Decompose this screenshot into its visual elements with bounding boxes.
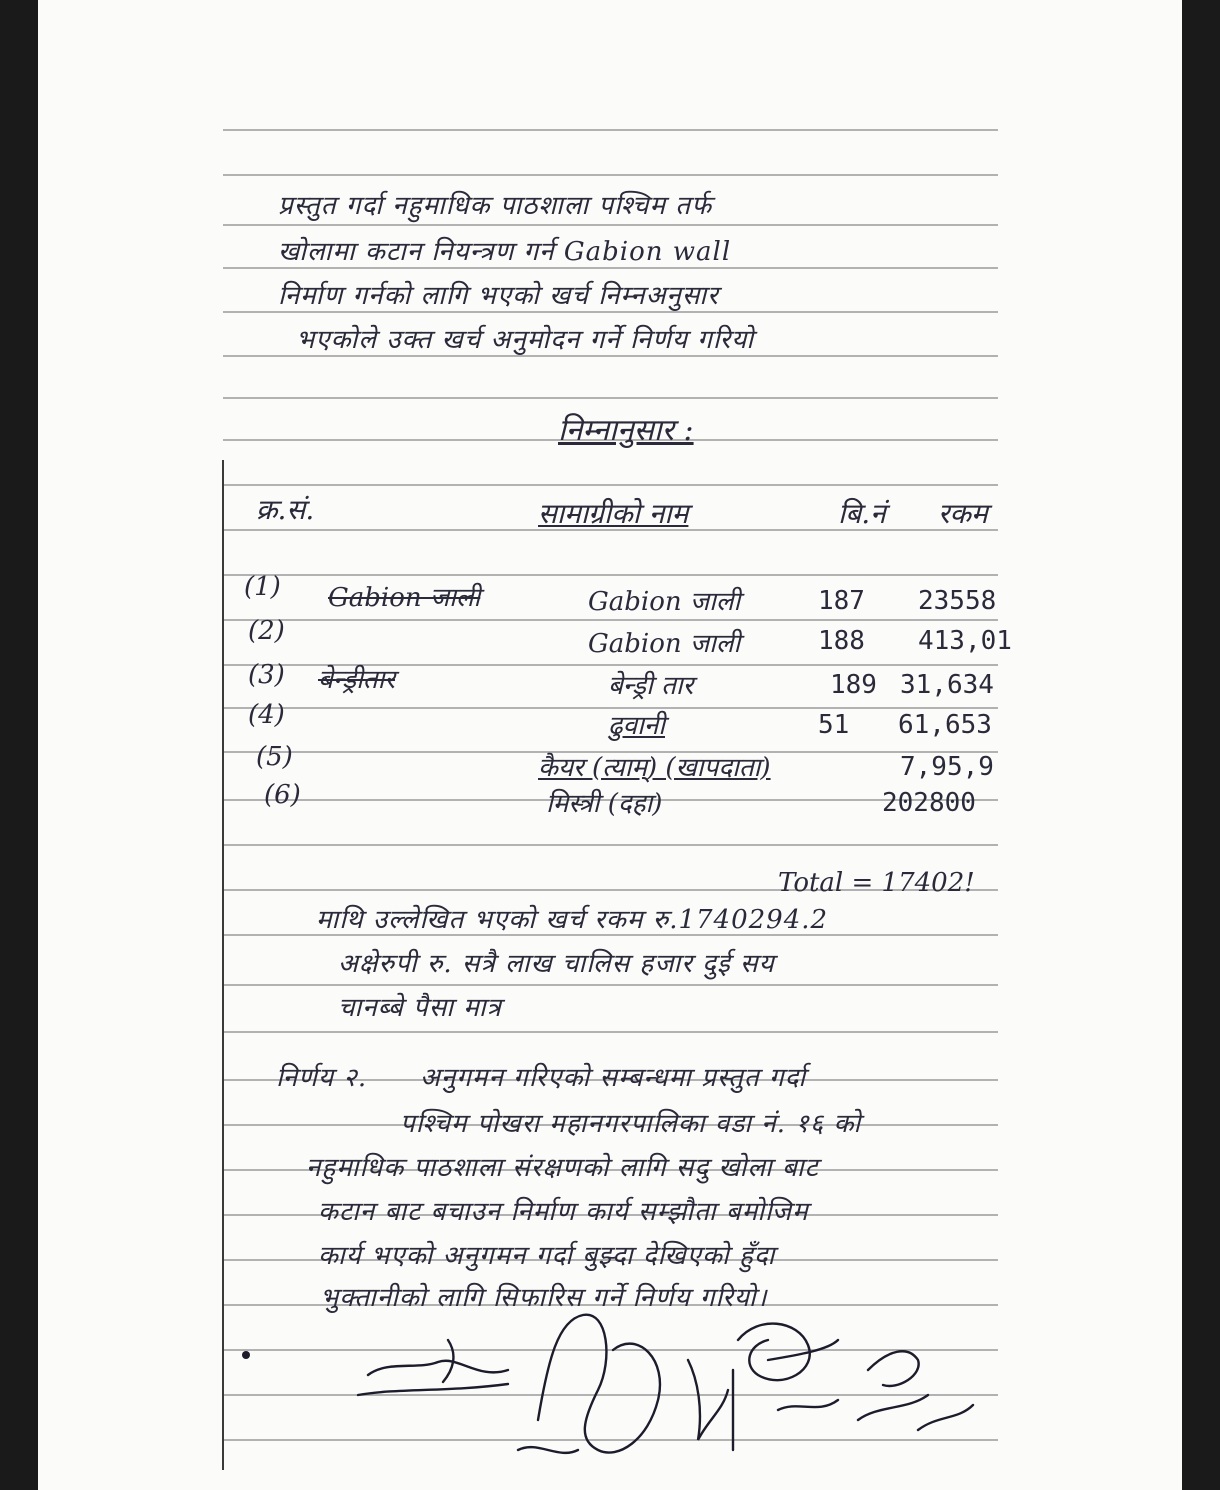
row-6-serial: (6)	[264, 780, 301, 810]
row-5-amount: 7,95,9	[900, 752, 994, 782]
header-material-name: सामाग्रीको नाम	[538, 497, 689, 530]
row-1-bill: 187	[818, 586, 865, 616]
row-6-amount: 202800	[882, 788, 976, 818]
resolution-1-line-1: प्रस्तुत गर्दा नहुमाधिक पाठशाला पश्चिम तर्फ	[278, 191, 713, 221]
row-1-struck-text: Gabion जाली	[328, 583, 481, 613]
table-total: Total = 17402!	[778, 868, 975, 898]
row-2-material: Gabion जाली	[588, 629, 741, 659]
resolution-2-line-5: कार्य भएको अनुगमन गर्दा बुझ्दा देखिएको हुँदा	[318, 1241, 776, 1271]
resolution-1-line-4: भएकोले उक्त खर्च अनुमोदन गर्ने निर्णय गरियो	[296, 325, 755, 355]
row-3-bill: 189	[830, 670, 877, 700]
resolution-2-line-6: भुक्तानीको लागि सिफारिस गर्ने निर्णय गरियो।	[320, 1283, 768, 1313]
row-4-material: ढुवानी	[608, 711, 665, 741]
header-bill-no: बि.नं	[838, 497, 886, 530]
signature-1	[358, 1340, 508, 1395]
row-1-amount: 23558	[918, 586, 997, 616]
row-2-bill: 188	[818, 626, 865, 656]
row-2-amount: 413,01	[918, 626, 1012, 656]
resolution-2-line-2: पश्चिम पोखरा महानगरपालिका वडा नं. १६ को	[400, 1109, 862, 1139]
resolution-2-label: निर्णय २.	[276, 1063, 368, 1093]
summary-line-3: चानब्बे पैसा मात्र	[338, 993, 502, 1023]
row-3-struck-text: बेन्ड्रीतार	[318, 665, 395, 695]
row-2-serial: (2)	[248, 616, 285, 646]
signature-3	[688, 1360, 733, 1450]
summary-line-1: माथि उल्लेखित भएको खर्च रकम रु.1740294.2	[316, 905, 829, 935]
row-4-amount: 61,653	[898, 710, 992, 740]
header-amount: रकम	[938, 497, 988, 530]
row-4-bill: 51	[818, 710, 850, 740]
row-1-serial: (1)	[244, 572, 281, 602]
row-5-material: कैयर (त्याम्) (खापदाता)	[538, 753, 771, 783]
row-6-material: मिस्त्री (दहा)	[546, 789, 663, 819]
signature-4	[738, 1324, 838, 1410]
signature-5	[858, 1351, 973, 1430]
row-5-serial: (5)	[256, 742, 293, 772]
signatures	[38, 1300, 1182, 1490]
resolution-1-line-3: निर्माण गर्नको लागि भएको खर्च निम्नअनुसार	[278, 281, 719, 311]
summary-line-2: अक्षेरुपी रु. सत्रै लाख चालिस हजार दुई सय	[338, 949, 775, 979]
resolution-1-line-2: खोलामा कटान नियन्त्रण गर्न Gabion wall	[278, 237, 732, 267]
row-3-material: बेन्ड्री तार	[608, 671, 694, 701]
row-3-serial: (3)	[248, 660, 285, 690]
list-heading: निम्नानुसार :	[558, 413, 694, 448]
resolution-2-line-1: अनुगमन गरिएको सम्बन्धमा प्रस्तुत गर्दा	[420, 1063, 807, 1093]
notebook-page	[38, 0, 1182, 1490]
row-3-amount: 31,634	[900, 670, 994, 700]
ink-dot	[242, 1351, 250, 1359]
row-1-material: Gabion जाली	[588, 587, 741, 617]
header-serial: क्र.सं.	[256, 493, 315, 526]
resolution-2-line-3: नहुमाधिक पाठशाला संरक्षणको लागि सदु खोला बाट	[306, 1153, 819, 1183]
signature-2	[518, 1315, 660, 1453]
resolution-2-line-4: कटान बाट बचाउन निर्माण कार्य सम्झौता बमोजिम	[318, 1197, 809, 1227]
row-4-serial: (4)	[248, 700, 285, 730]
